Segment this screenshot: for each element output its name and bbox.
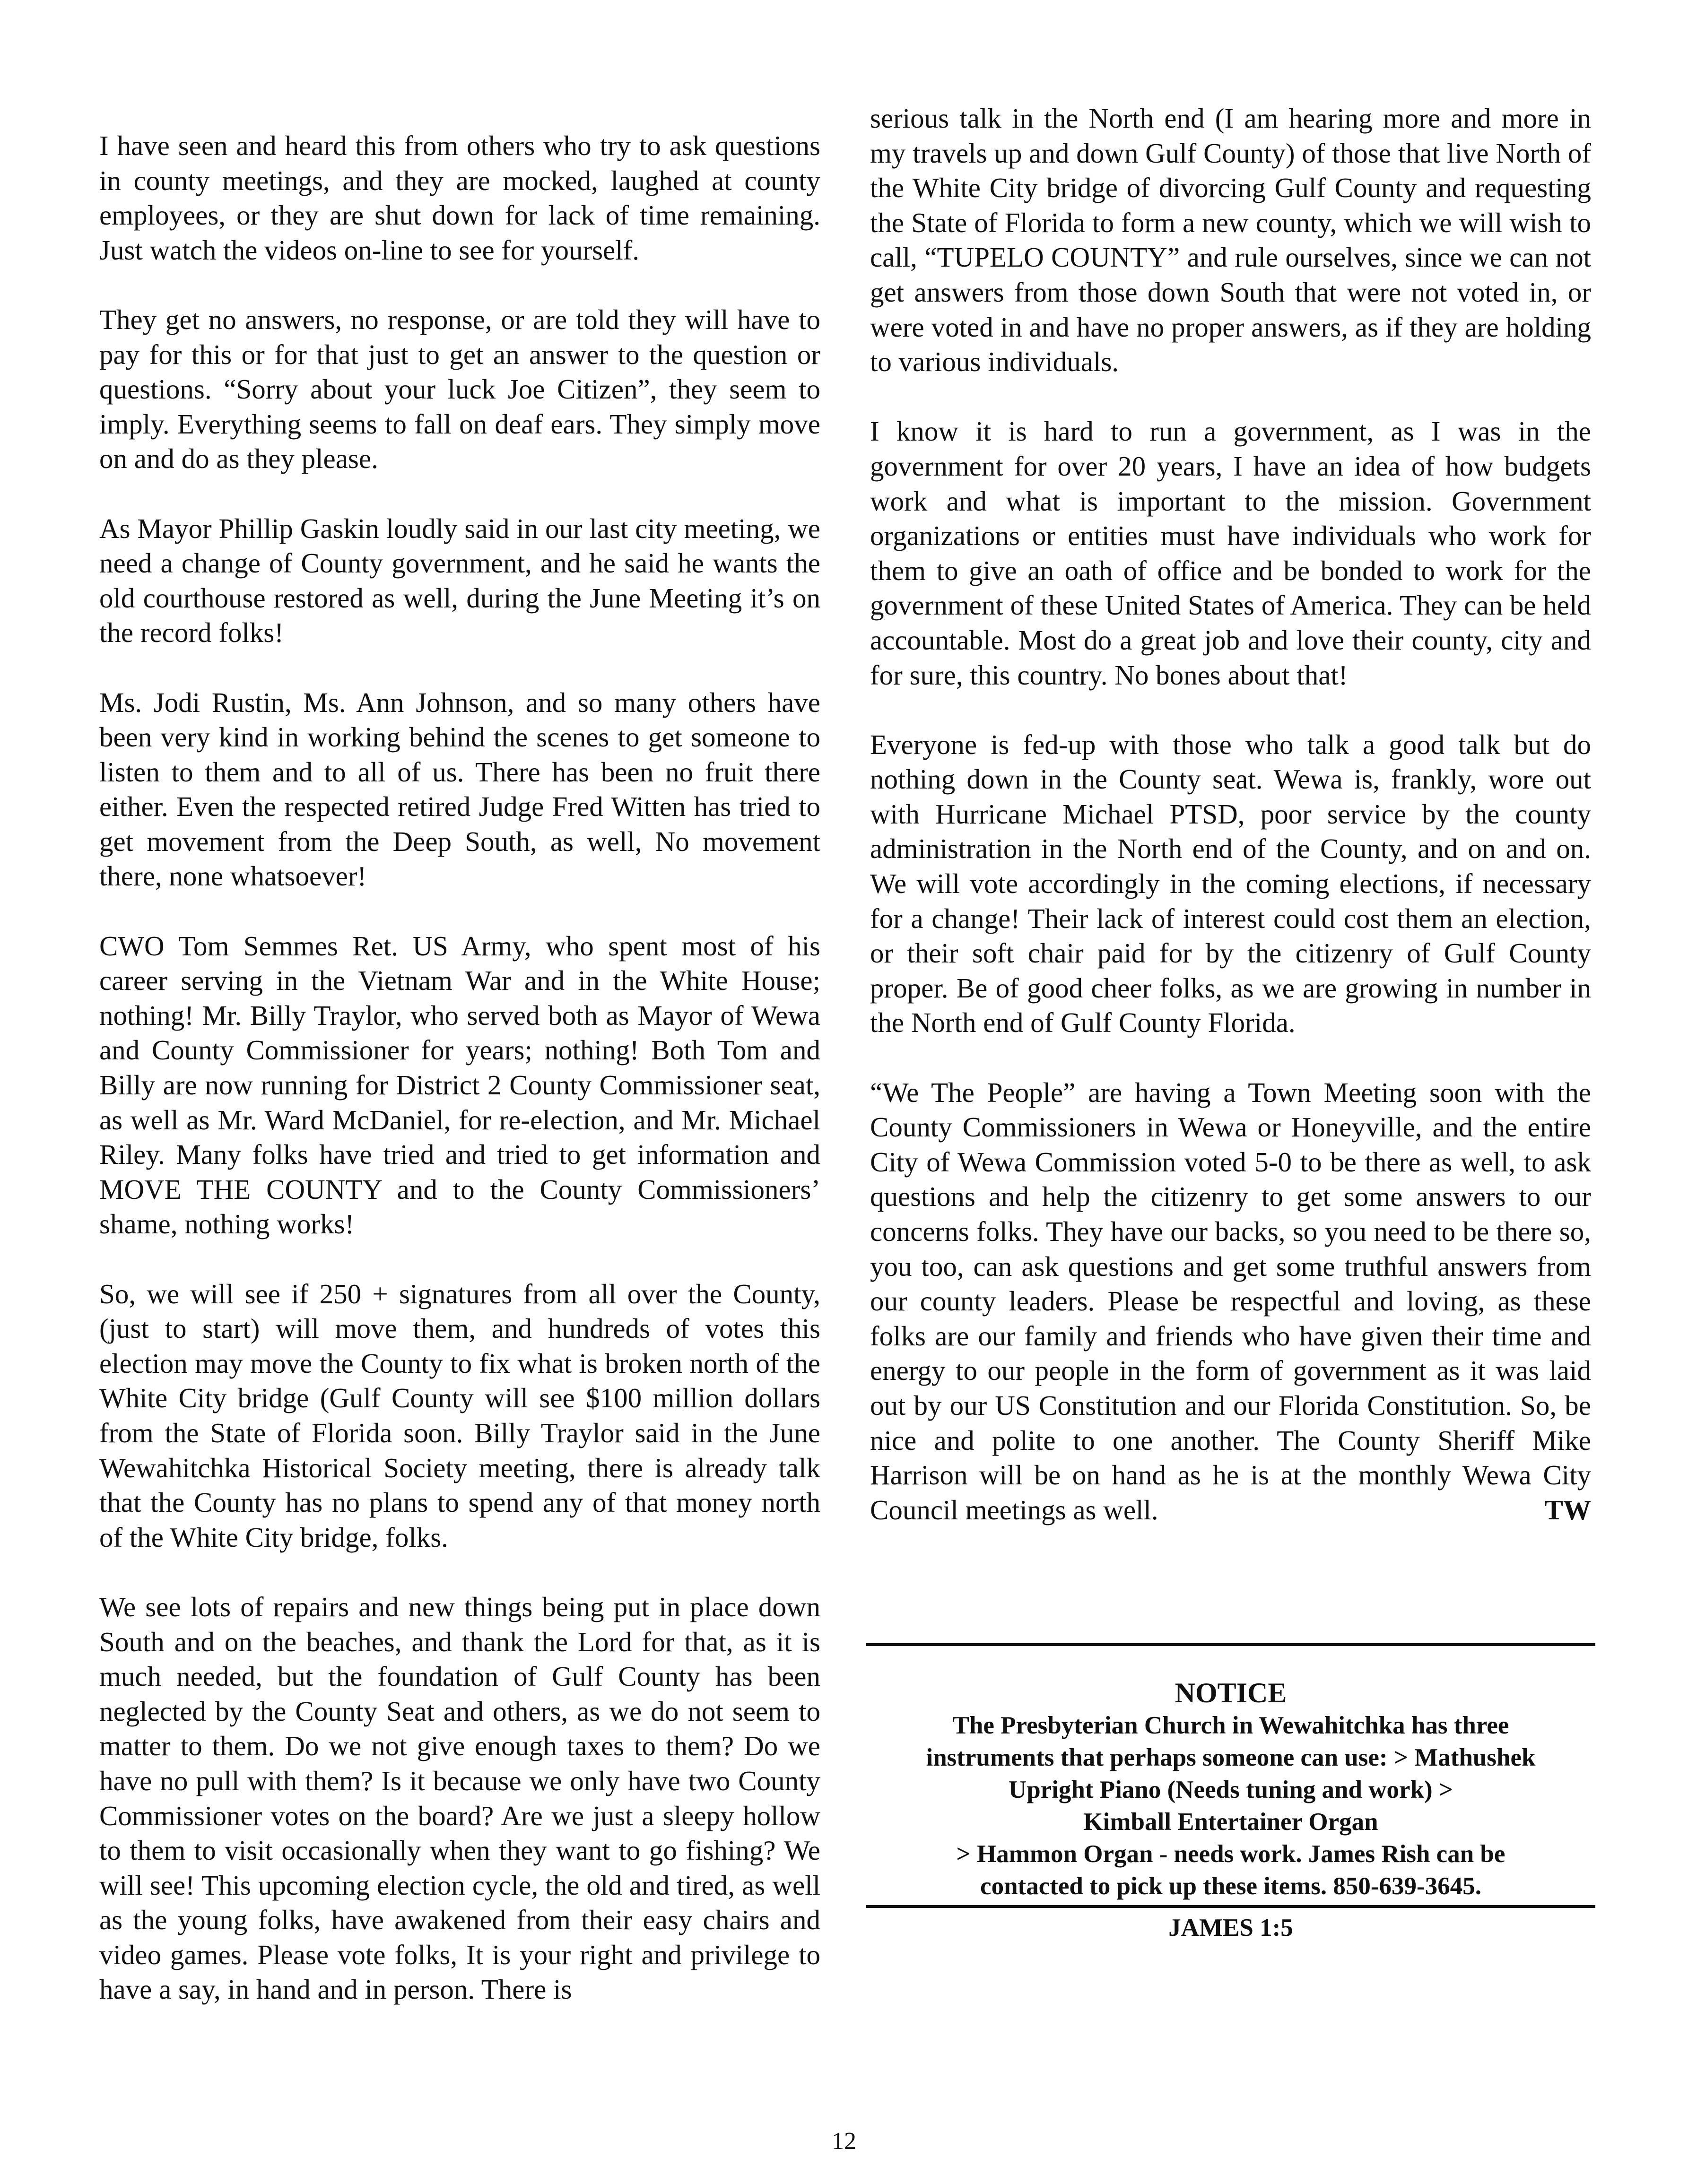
notice-top-rule (866, 1643, 1595, 1646)
article-paragraph: Everyone is fed-up with those who talk a good talk but do nothing down in the County seat. Wewa is, frankly, wore out with Hurricane Michael PTSD, poor service by the county administration in the North end of the County, and on and on. We will vote accordingly in the coming elections, if necessary for a change! Their lack of interest could cost them an election, or their soft chair paid for by the citizenry of Gulf County proper. Be of good cheer folks, as we are growing in number in the North end of Gulf County Florida. (870, 728, 1591, 1039)
article-paragraph: CWO Tom Semmes Ret. US Army, who spent most of his career serving in the Vietnam War and in the White House; nothing! Mr. Billy Traylor, who served both as Mayor of Wewa and County Commissioner for years; nothing! Both Tom and Billy are now running for District 2 County Commissioner seat, as well as Mr. Ward McDaniel, for re-election, and Mr. Michael Riley. Many folks have tried and tried to get information and MOVE THE COUNTY and to the County Commissioners’ shame, nothing works! (99, 930, 820, 1240)
notice-line: Kimball Entertainer Organ (1083, 1808, 1378, 1836)
article-paragraph: I have seen and heard this from others who try to ask questions in county meetings, and they are mocked, laughed at county employees, or they are shut down for lack of time remaining. Just watch the videos on-line to see for yourself. (99, 130, 820, 266)
notice-bottom-rule (866, 1905, 1595, 1908)
notice-line: Upright Piano (Needs tuning and work) > (1008, 1776, 1453, 1803)
article-paragraph: We see lots of repairs and new things being put in place down South and on the beaches, and thank the Lord for that, as it is much needed, but the foundation of Gulf County has been neglected by the County Seat and others, as we do not seem to matter to them. Do we not give enough taxes to them? Do we have no pull with them? Is it because we only have two County Commissioner votes on the board? Are we just a sleepy hollow to them to visit occasionally when they want to go fishing? We will see! This upcoming election cycle, the old and tired, as well as the young folks, have awakened from their easy chairs and video games. Please vote folks, It is your right and privilege to have a say, in hand and in person. There is (99, 1591, 820, 2005)
author-signature: TW (1544, 1494, 1591, 1525)
article-paragraph: serious talk in the North end (I am hearing more and more in my travels up and down Gulf County) of those that live North of the White City bridge of divorcing Gulf County and requesting the State of Florida to form a new county, which we will wish to call, “TUPELO COUNTY” and rule ourselves, since we can not get answers from those down South that were not voted in, or were voted in and have no proper answers, as if they are holding to various individuals. (870, 103, 1591, 378)
article-paragraph: As Mayor Phillip Gaskin loudly said in our last city meeting, we need a change of County government, and he said he wants the old courthouse restored as well, during the June Meeting it’s on the record folks! (99, 512, 820, 649)
article-paragraph: So, we will see if 250 + signatures from all over the County, (just to start) will move them, and hundreds of votes this election may move the County to fix what is broken north of the White City bridge (Gulf County will see $100 million dollars from the State of Florida soon. Billy Traylor said in the June Wewahitchka Historical Society meeting, there is already talk that the County has no plans to spend any of that money north of the White City bridge, folks. (99, 1278, 820, 1553)
article-paragraph-final (870, 1075, 1591, 1528)
notice-heading: NOTICE (1175, 1677, 1287, 1708)
notice-line: > Hammon Organ - needs work. James Rish can be (956, 1840, 1505, 1868)
article-paragraph: They get no answers, no response, or are told they will have to pay for this or for that just to get an answer to the question or questions. “Sorry about your luck Joe Citizen”, they seem to imply. Everything seems to fall on deaf ears. They simply move on and do as they please. (99, 303, 820, 475)
notice-footer: JAMES 1:5 (1168, 1914, 1293, 1941)
left-column (99, 129, 820, 2007)
notice-line: instruments that perhaps someone can use: > Mathushek (926, 1744, 1536, 1771)
notice-body (866, 1709, 1595, 1902)
article-paragraph: Ms. Jodi Rustin, Ms. Ann Johnson, and so many others have been very kind in working behind the scenes to get someone to listen to them and to all of us. There has been no fruit there either. Even the respected retired Judge Fred Witten has tried to get movement from the Deep South, as well, No movement there, none whatsoever! (99, 686, 820, 892)
article-paragraph-text: “We The People” are having a Town Meeting soon with the County Commissioners in Wewa or Honeyville, and the entire City of Wewa Commission voted 5-0 to be there as well, to ask questions and help the citizenry to get some answers to our concerns folks. They have our backs, so you need to be there so, you too, can ask questions and get some truthful answers from our county leaders. Please be respectful and loving, as these folks are our family and friends who have given their time and energy to our people in the form of government as it was laid out by our US Constitution and our Florida Constitution. So, be nice and polite to one another. The County Sheriff Mike Harrison will be on hand as he is at the monthly Wewa City Council meetings as well. (870, 1076, 1591, 1525)
article-paragraph: I know it is hard to run a government, as I was in the government for over 20 years, I have an idea of how budgets work and what is important to the mission. Government organizations or entities must have individuals who work for them to give an oath of office and be bonded to work for the government of these United States of America. They can be held accountable. Most do a great job and love their county, city and for sure, this country. No bones about that! (870, 416, 1591, 691)
notice-line: contacted to pick up these items. 850-639-3645. (980, 1872, 1481, 1900)
page-number: 12 (832, 2128, 856, 2155)
right-column (870, 101, 1591, 1527)
notice-line: The Presbyterian Church in Wewahitchka has three (952, 1712, 1509, 1739)
